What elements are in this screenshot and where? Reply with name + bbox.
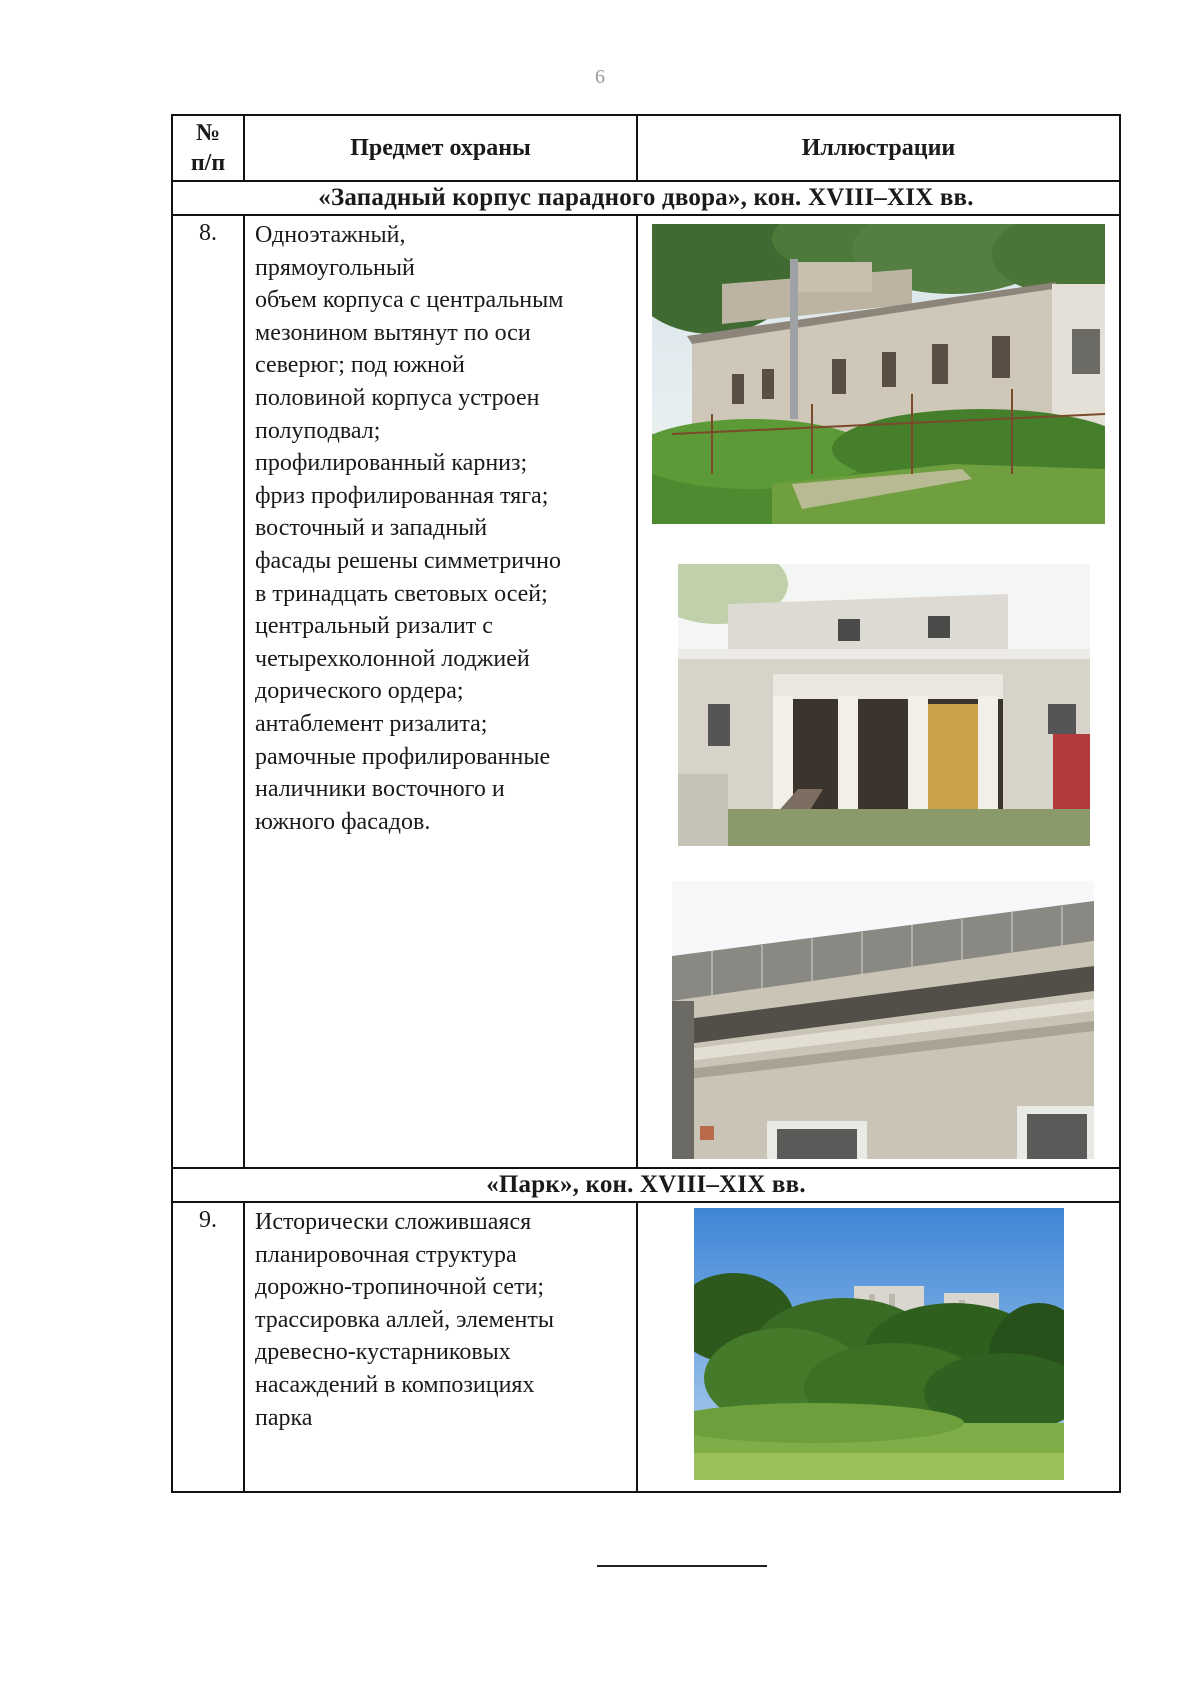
row-illustrations [637,215,1120,1168]
photo-building-overview [652,224,1105,524]
header-subject: Предмет охраны [244,115,637,181]
header-number [172,115,244,181]
photo-cornice-detail [672,881,1094,1159]
photo-park-landscape [694,1208,1064,1480]
row-description: Исторически сложившаяся планировочная структура дорожно-тропиночной сети; трассировка аллей, элементы древесно-кустарниковых насаждений в композициях парка [244,1202,637,1492]
heritage-table [171,114,1121,1493]
photo-portico-loggia [678,564,1090,846]
row-illustrations [637,1202,1120,1492]
section-title: «Парк», кон. XVIII–XIX вв. [172,1168,1120,1202]
header-number-text: № п/п [190,120,226,176]
header-illustrations: Иллюстрации [637,115,1120,181]
table-row [172,215,1120,1168]
section-header-row [172,181,1120,215]
row-number: 8. [172,215,244,1168]
section-header-row [172,1168,1120,1202]
page-number: 6 [595,66,605,88]
footer-rule [597,1565,767,1567]
section-title: «Западный корпус парадного двора», кон. XVIII–XIX вв. [172,181,1120,215]
table-row [172,1202,1120,1492]
row-number: 9. [172,1202,244,1492]
table-header-row [172,115,1120,181]
row-description: Одноэтажный, прямоугольный объем корпуса с центральным мезонином вытянут по оси северюг; под южной половиной корпуса устроен полуподвал; профилированный карниз; фриз профилированная тяга; восточный и западный фасады решены симметрично в тринадцать световых осей; центральный ризалит с четырехколонной лоджией дорического ордера; антаблемент ризалита; рамочные профилированные наличники восточного и южного фасадов. [244,215,637,1168]
